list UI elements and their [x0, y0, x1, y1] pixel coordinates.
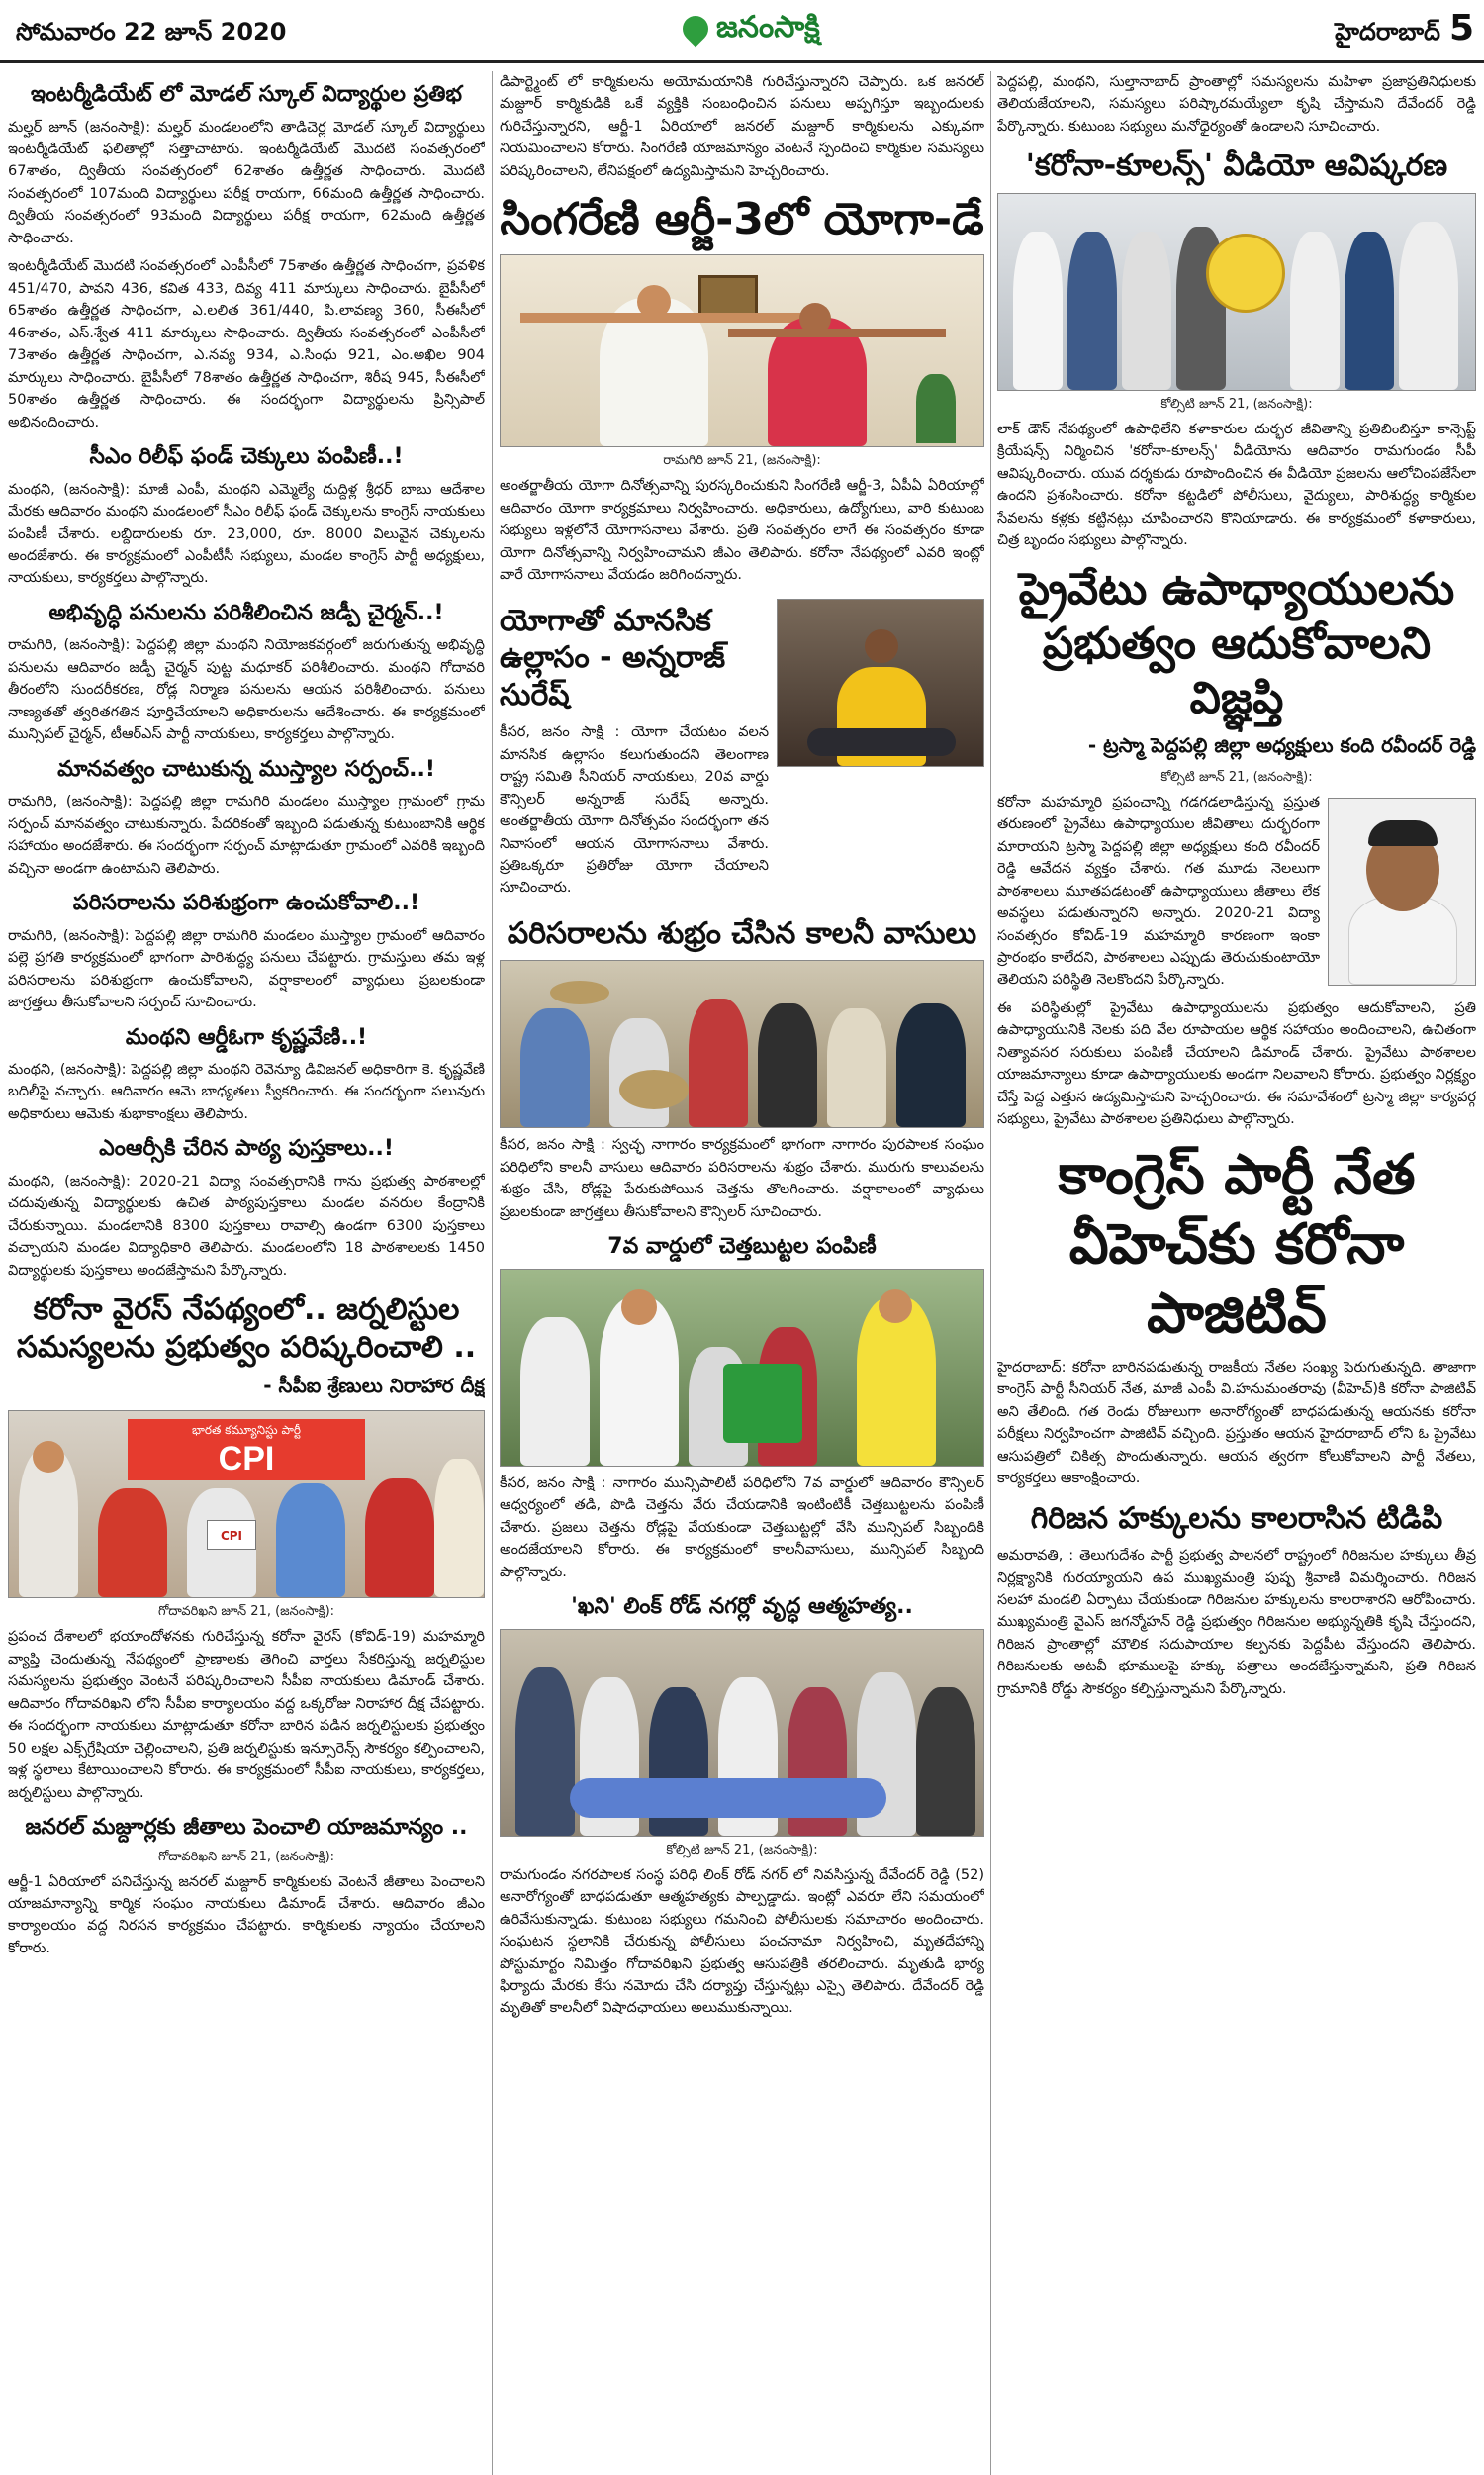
news-photo-dustbin-distribution: [500, 1269, 984, 1467]
news-photo-portrait: [1328, 798, 1476, 986]
edition-city: హైదరాబాద్: [1335, 18, 1440, 46]
article-body: రామగిరి, (జనంసాక్షి): పెద్దపల్లి జిల్లా మంథని నియోజకవర్గంలో జరుగుతున్న అభివృద్ధి పనులను ఆదివారం జడ్పీ చైర్మన్ పుట్ట మధూకర్ పరిశీలించారు. మంథని గోదావరి తీరంలోని సుందరీకరణ, రోడ్ల నిర్మాణ పనులను ఆయన పరిశీలించారు. పనులు నాణ్యతతో త్వరితగతిన పూర్తిచేయాలని అధికారులను ఆదేశించారు. ఈ కార్యక్రమంలో మున్సిపల్ చైర్మన్, టీఆర్ఎస్ పార్టీ నాయకులు, కార్యకర్తలు పాల్గొన్నారు.: [8, 637, 485, 743]
news-photo-incident: [500, 1629, 984, 1837]
article-body: మల్హర్ జూన్ (జనంసాక్షి): మల్హర్ మండలంలోని తాడిచెర్ల మోడల్ స్కూల్ విద్యార్థులు ఇంటర్మీడియేట్ ఫలితాల్లో సత్తాచాటారు. ఇంటర్మీడియేట్ మొదటి సంవత్సరంలో 67శాతం, ద్వితీయ సంవత్సరంలో 62శాతం ఉత్తీర్ణత సాధించారు. మొదటి సంవత్సరంలో 107మంది విద్యార్థులు పరీక్ష రాయగా, 66మంది ఉత్తీర్ణత సాధించారు. ద్వితీయ సంవత్సరంలో 93మంది విద్యార్థులు పరీక్ష రాయగా, 62మంది ఉత్తీర్ణత సాధించారు.: [8, 119, 485, 246]
article-body: కరోనా మహమ్మారి ప్రపంచాన్ని గడగడలాడిస్తున్న ప్రస్తుత తరుణంలో ప్రైవేటు ఉపాధ్యాయుల జీవితాలు దుర్భరంగా మారాయని ట్రస్మా పెద్దపల్లి జిల్లా అధ్యక్షులు కంది రవీందర్ రెడ్డి ఆవేదన వ్యక్తం చేశారు. గత మూడు నెలలుగా పాఠశాలలు మూతపడటంతో ఉపాధ్యాయులు జీతాలు లేక అవస్థలు పడుతున్నారని అన్నారు. 2020-21 విద్యా సంవత్సరం కోవిడ్-19 మహమ్మారి కారణంగా ఇంకా ప్రారంభం కాలేదని, పాఠశాలలు ఎప్పుడు తెరుచుకుంటాయో తెలియని పరిస్థితి నెలకొందని పేర్కొన్నారు.: [997, 794, 1320, 989]
leaf-logo-icon: [678, 10, 714, 47]
article-headline: జనరల్ మజ్దూర్లకు జీతాలు పెంచాలి యాజమాన్యం ..: [25, 1815, 468, 1840]
article-byline: - ట్రస్మా పెద్దపల్లి జిల్లా అధ్యక్షులు కంది రవీందర్ రెడ్డి: [1087, 732, 1476, 757]
article-body: అంతర్జాతీయ యోగా దినోత్సవాన్ని పురస్కరించుకుని సింగరేణి ఆర్జీ-3, ఏపీఏ ఏరియాల్లో ఆదివారం యోగా కార్యక్రమాలు నిర్వహించారు. అధికారులు, ఉద్యోగులు, వారి కుటుంబ సభ్యులు ఇళ్లలోనే యోగాసనాలు వేశారు. ప్రతి సంవత్సరం లాగే ఈ సంవత్సరం కూడా యోగా దినోత్సవాన్ని నిర్వహించామని జీఎం తెలిపారు. కరోనా నేపథ్యంలో ఎవరి ఇంట్లో వారే యోగాసనాలు వేయడం జరిగిందన్నారు.: [500, 478, 984, 584]
issue-date: సోమవారం 22 జూన్ 2020: [16, 18, 287, 46]
cpi-placard: CPI: [207, 1520, 256, 1550]
article-headline: సీఎం రిలీఫ్ ఫండ్ చెక్కులు పంపిణీ..!: [89, 444, 404, 470]
column-left: [8, 71, 485, 2475]
article-dateline: గోదావరిఖని జూన్ 21, (జనంసాక్షి):: [157, 1849, 335, 1864]
article-headline: అభివృద్ధి పనులను పరిశీలించిన జడ్పీ చైర్మన్..!: [48, 600, 444, 625]
article-headline: పరిసరాలను పరిశుభ్రంగా ఉంచుకోవాలి..!: [72, 891, 420, 916]
article-body: రామగిరి, (జనంసాక్షి): పెద్దపల్లి జిల్లా రామగిరి మండలం ముస్త్యాల గ్రామంలో గ్రామ సర్పంచ్ మానవత్వం చాటుకున్నారు. పేదరికంతో ఇబ్బంది పడుతున్న కుటుంబానికి ఆర్థిక సహాయం అందజేశారు. ఈ సందర్భంగా సర్పంచ్ మాట్లాడుతూ గ్రామంలో ఎవరికి ఇబ్బంది వచ్చినా అండగా ఉంటామని తెలిపారు.: [8, 794, 485, 877]
article-dateline: కోల్సిటి జూన్ 21, (జనంసాక్షి):: [1160, 769, 1313, 785]
article-body: డిపార్ట్మెంట్ లో కార్మికులను అయోమయానికి గురిచేస్తున్నారని చెప్పారు. ఒక జనరల్ మజ్దూర్ కార్మికుడికి ఒకే వ్యక్తికి సంబంధించిన పనులు అప్పగిస్తూ ఇబ్బందులకు గురిచేస్తున్నారని, ఆర్జీ-1 ఏరియాలో జనరల్ మజ్దూర్ కార్మికులను ఎక్కువగా నియమించాలని కోరారు. సింగరేణి యాజమాన్యం వెంటనే స్పందించి కార్మికుల సమస్యలు పరిష్కరించాలని, లేనిపక్షంలో ఉద్యమిస్తామని హెచ్చరించారు.: [500, 74, 984, 179]
article-body: మంథని, (జనంసాక్షి): పెద్దపల్లి జిల్లా మంథని రెవెన్యూ డివిజనల్ అధికారిగా కె. కృష్ణవేణి బదిలీపై వచ్చారు. ఆదివారం ఆమె బాధ్యతలు స్వీకరించారు. ఈ సందర్భంగా పలువురు అధికారులు ఆమెకు శుభాకాంక్షలు తెలిపారు.: [8, 1062, 485, 1122]
column-divider: [492, 71, 493, 2475]
article-body: రామగిరి, (జనంసాక్షి): పెద్దపల్లి జిల్లా రామగిరి మండలం ముస్త్యాల గ్రామంలో ఆదివారం పల్లె ప్రగతి కార్యక్రమంలో భాగంగా పారిశుద్ధ్య పనులు చేపట్టారు. గ్రామస్తులు తమ ఇళ్ల పరిసరాలను పరిశుభ్రంగా ఉంచుకోవాలని, వర్షాకాలంలో వ్యాధులు ప్రబలకుండా జాగ్రత్తలు తీసుకోవాలని సర్పంచ్ సూచించారు.: [8, 927, 485, 1011]
article-byline: - సీపీఐ శ్రేణులు నిరాహార దీక్ష: [263, 1374, 485, 1398]
column-divider: [990, 71, 991, 2475]
newspaper-name: జనంసాక్షి: [716, 10, 820, 45]
article-body: అమరావతి, : తెలుగుదేశం పార్టీ ప్రభుత్వ పాలనలో రాష్ట్రంలో గిరిజనుల హక్కులు తీవ్ర నిర్లక్ష్యానికి గురయ్యాయని ఉప ముఖ్యమంత్రి పుష్ప శ్రీవాణి విమర్శించారు. గిరిజన సలహా మండలి ఏర్పాటు చేయకుండా గిరిజనుల హక్కులను కాలరాశారని ఆరోపించారు. ముఖ్యమంత్రి వైఎస్ జగన్మోహన్ రెడ్డి ప్రభుత్వం గిరిజనుల అభ్యున్నతికి కృషి చేస్తుందని, గిరిజన ప్రాంతాల్లో మౌలిక సదుపాయాల కల్పనకు పెద్దపీట వేస్తుందని తెలిపారు. గిరిజనులకు అటవీ భూములపై హక్కు పత్రాలు అందజేస్తున్నామని, ప్రతి గిరిజన గ్రామానికి రోడ్డు సౌకర్యం కల్పిస్తున్నామని పేర్కొన్నారు.: [997, 1548, 1476, 1697]
yoga-story-row: [500, 593, 984, 905]
article-headline: సింగరేణి ఆర్జీ-3లో యోగా-డే: [500, 194, 984, 245]
article-body: లాక్ డౌన్ నేపథ్యంలో ఉపాధిలేని కళాకారుల దుర్భర జీవితాన్ని ప్రతిబింబిస్తూ కాన్సెప్ట్ క్రియేషన్స్ నిర్మించిన 'కరోనా-కూలన్స్' వీడియోను ఆదివారం రామగుండం సీపీ ఆవిష్కరించారు. యువ దర్శకుడు రూపొందించిన ఈ వీడియో ప్రజలను ఆలోచింపజేసేలా ఉందని ప్రశంసించారు. కరోనా కట్టడిలో పోలీసులు, వైద్యులు, పారిశుద్ధ్య కార్మికుల సేవలను కళ్లకు కట్టినట్లు చూపించారని కొనియాడారు. ఈ కార్యక్రమంలో కళాకారులు, చిత్ర బృందం సభ్యులు పాల్గొన్నారు.: [997, 421, 1476, 549]
article-headline: కాంగ్రెస్ పార్టీ నేత వీహెచ్‌కు కరోనా పాజిటివ్: [1058, 1142, 1416, 1346]
article-body: కీసర, జనం సాక్షి : స్వచ్ఛ నాగారం కార్యక్రమంలో భాగంగా నాగారం పురపాలక సంఘం పరిధిలోని కాలనీ వాసులు ఆదివారం పరిసరాలను శుభ్రం చేశారు. మురుగు కాలువలను శుభ్రం చేసి, రోడ్లపై పేరుకుపోయిన చెత్తను తొలగించారు. వర్షాకాలంలో వ్యాధులు ప్రబలకుండా జాగ్రత్తలు తీసుకోవాలని కౌన్సిలర్ సూచించారు.: [500, 1137, 984, 1220]
cpi-banner: భారత కమ్యూనిస్టు పార్టీ CPI: [128, 1419, 365, 1480]
news-photo-colony-cleaning: [500, 960, 984, 1128]
article-body: ఈ పరిస్థితుల్లో ప్రైవేటు ఉపాధ్యాయులను ప్రభుత్వం ఆదుకోవాలని, ప్రతి ఉపాధ్యాయునికి నెలకు పది వేల రూపాయల ఆర్థిక సహాయం అందించాలని, ఉచితంగా నిత్యావసర సరుకులు పంపిణీ చేయాలని డిమాండ్ చేశారు. ప్రైవేటు పాఠశాలల యాజమాన్యాలు కూడా ఉపాధ్యాయులకు అండగా నిలవాలని కోరారు. ప్రభుత్వం నిర్లక్ష్యం చేస్తే పెద్ద ఎత్తున ఉద్యమిస్తామని హెచ్చరించారు. ఈ సమావేశంలో ట్రస్మా జిల్లా కార్యవర్గ సభ్యులు, ప్రైవేటు పాఠశాలల ప్రతినిధులు పాల్గొన్నారు.: [997, 1000, 1476, 1128]
article-dateline: కోల్సిటి జూన్ 21, (జనంసాక్షి):: [1160, 396, 1313, 412]
article-headline: పరిసరాలను శుభ్రం చేసిన కాలనీ వాసులు: [507, 915, 977, 951]
article-headline: ఎంఆర్సీకి చేరిన పాఠ్య పుస్తకాలు..!: [99, 1136, 394, 1162]
private-teachers-story: [997, 792, 1476, 998]
article-body: మంథని, (జనంసాక్షి): 2020-21 విద్యా సంవత్సరానికి గాను ప్రభుత్వ పాఠశాలల్లో చదువుతున్న విద్యార్థులకు ఉచిత పాఠ్యపుస్తకాలు మండల వనరుల కేంద్రానికి చేరుకున్నాయి. మండలానికి 8300 పుస్తకాలు రావాల్సి ఉండగా 6300 పుస్తకాలు వచ్చాయని మండల విద్యాధికారి తెలిపారు. మండలంలోని 18 పాఠశాలలకు 1450 విద్యార్థులకు పుస్తకాలు అందజేస్తామని పేర్కొన్నారు.: [8, 1173, 485, 1279]
article-headline: మానవత్వం చాటుకున్న ముస్త్యాల సర్పంచ్..!: [57, 756, 435, 782]
article-headline: ప్రైవేటు ఉపాధ్యాయులను ప్రభుత్వం ఆదుకోవాలని విజ్ఞప్తి: [1018, 563, 1455, 723]
article-body: కీసర, జనం సాక్షి : యోగా చేయటం వలన మానసిక ఉల్లాసం కలుగుతుందని తెలంగాణ రాష్ట్ర సమితి సీనియర్ నాయకులు, 20వ వార్డు కౌన్సిలర్ అన్నరాజ్ సురేష్ అన్నారు. అంతర్జాతీయ యోగా దినోత్సవం సందర్భంగా తన నివాసంలో ఆయన యోగాసనాలు వేశారు. ప్రతిఒక్కరూ ప్రతిరోజు యోగా చేయాలని సూచించారు.: [500, 724, 769, 897]
news-photo-yoga-man: [777, 599, 984, 767]
article-body: రామగుండం నగరపాలక సంస్థ పరిధి లింక్ రోడ్ నగర్ లో నివసిస్తున్న దేవేందర్ రెడ్డి (52) అనారోగ్యంతో బాధపడుతూ ఆత్మహత్యకు పాల్పడ్డాడు. ఇంట్లో ఎవరూ లేని సమయంలో ఉరివేసుకున్నాడు. కుటుంబ సభ్యులు గమనించి పోలీసులకు సమాచారం అందించారు. సంఘటన స్థలానికి చేరుకున్న పోలీసులు పంచనామా నిర్వహించి, మృతదేహాన్ని పోస్టుమార్టం నిమిత్తం గోదావరిఖని ప్రభుత్వ ఆసుపత్రికి తరలించారు. మృతుడి భార్య ఫిర్యాదు మేరకు కేసు నమోదు చేసి దర్యాప్తు చేస్తున్నట్లు ఎస్సై తెలిపారు. దేవేందర్ రెడ్డి మృతితో కాలనీలో విషాదఛాయలు అలుముకున్నాయి.: [500, 1866, 984, 2017]
masthead: [0, 0, 1484, 63]
column-middle: [500, 71, 984, 2475]
newspaper-title: [683, 10, 820, 51]
article-body: కీసర, జనం సాక్షి : నాగారం మున్సిపాలిటీ పరిధిలోని 7వ వార్డులో ఆదివారం కౌన్సిలర్ ఆధ్వర్యంలో తడి, పొడి చెత్తను వేరు చేయడానికి ఇంటింటికీ చెత్తబుట్టలను పంపిణీ చేశారు. ప్రజలు చెత్తను రోడ్లపై వేయకుండా చెత్తబుట్టల్లో వేసి మున్సిపల్ సిబ్బందికి అందజేయాలని కోరారు. ఈ కార్యక్రమంలో కాలనీవాసులు, మున్సిపల్ సిబ్బంది పాల్గొన్నారు.: [500, 1475, 984, 1580]
article-headline: మంథని ఆర్డీఓగా కృష్ణవేణి..!: [125, 1024, 368, 1050]
news-photo-video-release: [997, 193, 1476, 391]
article-headline: ఇంటర్మీడియేట్ లో మోడల్ స్కూల్ విద్యార్థుల ప్రతిభ: [30, 82, 462, 107]
article-body: ఆర్జీ-1 ఏరియాలో పనిచేస్తున్న జనరల్ మజ్దూర్ కార్మికులకు వెంటనే జీతాలు పెంచాలని యాజమాన్యాన్ని కార్మిక సంఘం నాయకులు డిమాండ్ చేశారు. ఆదివారం జీఎం కార్యాలయం వద్ద నిరసన కార్యక్రమం చేపట్టారు. కార్మికులకు న్యాయం చేయాలని కోరారు.: [8, 1873, 485, 1956]
column-right: [997, 71, 1476, 2475]
news-photo-yoga-couple: [500, 254, 984, 447]
article-body: ఇంటర్మీడియేట్ మొదటి సంవత్సరంలో ఎంపీసీలో 75శాతం ఉత్తీర్ణత సాధించగా, ప్రవళిక 451/470, పావని 436, కవిత 433, దివ్య 411 మార్కులు సాధించారు. బైపీసీలో 65శాతం ఉత్తీర్ణత సాధించగా, ఎ.లలిత 361/440, పి.లావణ్య 360, సీఈసీలో 46శాతం, ఎస్.శ్వేత 411 మార్కులు సాధించారు. ద్వితీయ సంవత్సరంలో ఎంపీసీలో 73శాతం ఉత్తీర్ణత సాధించగా, ఎ.నవ్య 934, ఎ.సింధు 921, ఎం.అఖిల 904 మార్కులు సాధించారు. బైపీసీలో 78శాతం ఉత్తీర్ణత సాధించగా, శిరీష 945, సీఈసీలో 50శాతం ఉత్తీర్ణత సాధించారు. ఈ సందర్భంగా విద్యార్థులను ప్రిన్సిపాల్ అభినందించారు.: [8, 258, 485, 430]
article-body: పెద్దపల్లి, మంథని, సుల్తానాబాద్ ప్రాంతాల్లో సమస్యలను మహిళా ప్రజాప్రతినిధులకు తెలియజేయాలని, సమస్యలు పరిష్కారమయ్యేలా కృషి చేస్తామని దేవేందర్ రెడ్డి పేర్కొన్నారు. కుటుంబ సభ్యులు మనోధైర్యంతో ఉండాలని సూచించారు.: [997, 74, 1476, 135]
article-headline: 'కరోనా-కూలన్స్' వీడియో ఆవిష్కరణ: [1025, 148, 1448, 184]
article-headline: కరోనా వైరస్ నేపథ్యంలో.. జర్నలిస్టుల సమస్యలను ప్రభుత్వం పరిష్కరించాలి ..: [16, 1292, 477, 1365]
article-headline: యోగాతో మానసిక ఉల్లాసం - అన్నరాజ్ సురేష్: [500, 603, 726, 713]
article-dateline: గోదావరిఖని జూన్ 21, (జనంసాక్షి):: [157, 1604, 335, 1620]
article-headline: 'ఖని' లింక్ రోడ్ నగర్లో వృద్ధ ఆత్మహత్య..: [571, 1594, 913, 1620]
article-body: ప్రపంచ దేశాలలో భయాందోళనకు గురిచేస్తున్న కరోనా వైరస్ (కోవిడ్-19) మహమ్మారి వ్యాప్తి చెందుతున్న నేపథ్యంలో ప్రాణాలకు తెగించి వార్తలు సేకరిస్తున్న జర్నలిస్టుల సమస్యలను ప్రభుత్వం వెంటనే పరిష్కరించాలని సీపీఐ నాయకులు డిమాండ్ చేశారు. ఆదివారం గోదావరిఖని లోని సీపీఐ కార్యాలయం వద్ద ఒక్కరోజు నిరాహార దీక్ష చేపట్టారు. ఈ సందర్భంగా నాయకులు మాట్లాడుతూ కరోనా బారిన పడిన జర్నలిస్టులకు ప్రభుత్వం 50 లక్షల ఎక్స్‌గ్రేషియా చెల్లించాలని, ప్రతి జర్నలిస్టుకు ఇన్సూరెన్స్ సౌకర్యం కల్పించాలని, ఇళ్ల స్థలాలు కేటాయించాలని కోరారు. ఈ కార్యక్రమంలో సీపీఐ నాయకులు, కార్యకర్తలు, జర్నలిస్టులు పాల్గొన్నారు.: [8, 1629, 485, 1801]
article-dateline: కోల్సిటి జూన్ 21, (జనంసాక్షి):: [666, 1842, 818, 1857]
article-body: హైదరాబాద్: కరోనా బారినపడుతున్న రాజకీయ నేతల సంఖ్య పెరుగుతున్నది. తాజాగా కాంగ్రెస్ పార్టీ సీనియర్ నేత, మాజీ ఎంపీ వి.హనుమంతరావు (వీహెచ్)కి కరోనా పాజిటివ్ అని తేలింది. గత రెండు రోజులుగా అనారోగ్యంతో బాధపడుతున్న ఆయనకు కరోనా పరీక్షలు నిర్వహించగా పాజిటివ్ వచ్చింది. ప్రస్తుతం ఆయన హైదరాబాద్ లోని ఓ ప్రైవేటు ఆసుపత్రిలో చికిత్స పొందుతున్నారు. ఆయన త్వరగా కోలుకోవాలని పార్టీ నేతలు, కార్యకర్తలు ఆకాంక్షించారు.: [997, 1359, 1476, 1487]
page-number: 5: [1448, 8, 1474, 48]
article-headline: గిరిజన హక్కులను కాలరాసిన టిడిపి: [1030, 1500, 1443, 1536]
article-dateline: రామగిరి జూన్ 21, (జనంసాక్షి):: [663, 453, 821, 469]
news-photo-cpi-protest: [8, 1410, 485, 1598]
article-body: మంథని, (జనంసాక్షి): మాజీ ఎంపీ, మంథని ఎమ్మెల్యే దుద్దిళ్ల శ్రీధర్ బాబు ఆదేశాల మేరకు ఆదివారం మంథని మండలంలో సీఎం రిలీఫ్ ఫండ్ చెక్కులను కాంగ్రెస్ నాయకులు పంపిణీ చేశారు. లబ్దిదారులకు రూ. 23,000, రూ. 8000 విలువైన చెక్కులను అందజేశారు. ఈ కార్యక్రమంలో ఎంపీటీసీ సభ్యులు, మండల కాంగ్రెస్ పార్టీ అధ్యక్షులు, నాయకులు, కార్యకర్తలు పాల్గొన్నారు.: [8, 481, 485, 587]
article-headline: 7వ వార్డులో చెత్తబుట్టల పంపిణీ: [607, 1234, 877, 1260]
